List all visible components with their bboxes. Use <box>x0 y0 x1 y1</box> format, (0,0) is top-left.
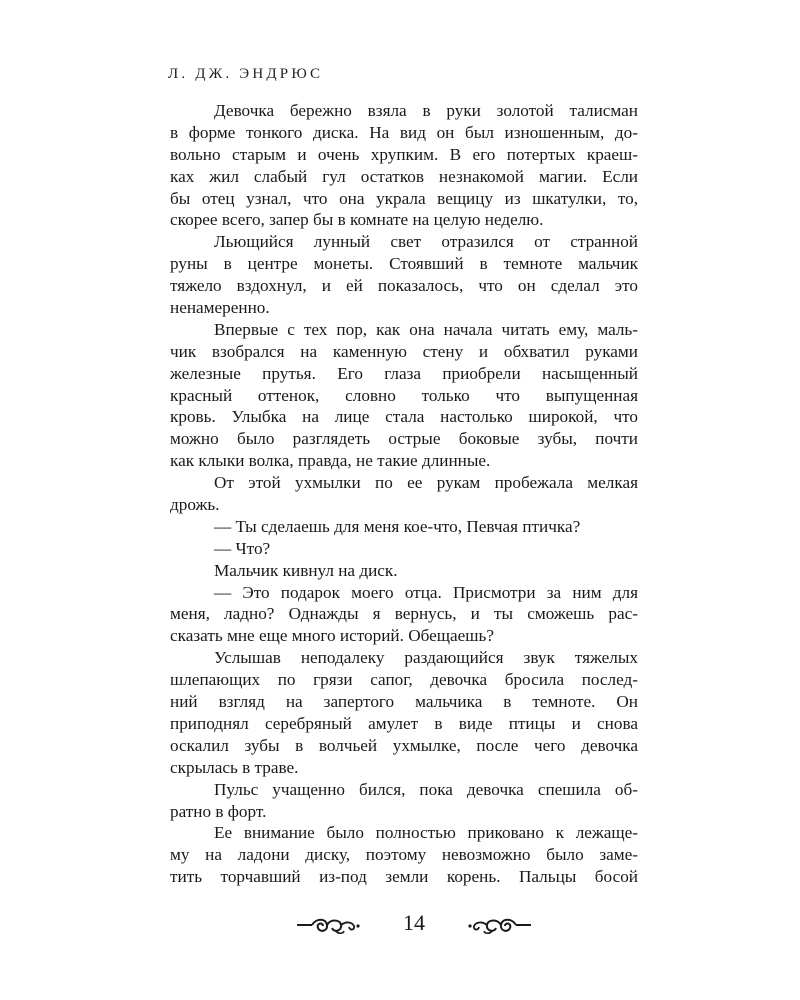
running-head: Л. ДЖ. ЭНДРЮС <box>168 66 324 82</box>
text-line: Впервые с тех пор, как она начала читать ему, маль- <box>214 319 638 339</box>
text-line: железные прутья. Его глаза приобрели насыщенный <box>170 363 638 383</box>
text-line: сказать мне еще много историй. Обещаешь? <box>170 626 494 646</box>
text-line: Пульс учащенно бился, пока девочка спешила об- <box>214 779 638 799</box>
text-line: как клыки волка, правда, не такие длинные. <box>170 451 491 471</box>
fleuron-left-icon <box>296 914 362 936</box>
text-line: оскалил зубы в волчьей ухмылке, после чего девочка <box>170 735 638 755</box>
text-line: ратно в форт. <box>170 801 267 821</box>
text-line: приподнял серебряный амулет в виде птицы и снова <box>170 713 638 733</box>
text-line: Услышав неподалеку раздающийся звук тяжелых <box>214 648 638 668</box>
text-line: кровь. Улыбка на лице стала настолько широкой, что <box>170 407 638 427</box>
text-line: Девочка бережно взяла в руки золотой талисман <box>214 101 638 120</box>
text-line: му на ладони диску, поэтому невозможно было заме- <box>170 845 638 865</box>
dialogue-line: — Это подарок моего отца. Присмотри за ним для <box>214 582 638 602</box>
text-line: в форме тонкого диска. На вид он был изношенным, до- <box>170 122 638 142</box>
text-line: ний взгляд на запертого мальчика в темноте. Он <box>170 692 638 712</box>
text-line: Льющийся лунный свет отразился от странной <box>214 232 638 252</box>
text-line: меня, ладно? Однажды я вернусь, и ты сможешь рас- <box>170 604 638 624</box>
page-number: 14 <box>403 910 425 935</box>
text-line: руны в центре монеты. Стоявший в темноте мальчик <box>170 254 638 274</box>
text-line: скорее всего, запер бы в комнате на целую неделю. <box>170 210 544 230</box>
text-line: Мальчик кивнул на диск. <box>214 560 398 580</box>
text-line: красный оттенок, словно только что выпущенная <box>170 385 638 405</box>
fleuron-right-icon <box>466 914 532 936</box>
text-line: От этой ухмылки по ее рукам пробежала мелкая <box>214 473 638 493</box>
text-line: скрылась в траве. <box>170 757 299 777</box>
page-footer <box>296 904 532 948</box>
text-line: тяжело вздохнул, и ей показалось, что он сделал это <box>170 276 638 296</box>
text-line: Ее внимание было полностью приковано к лежаще- <box>214 823 638 843</box>
text-line: чик взобрался на каменную стену и обхватил руками <box>170 341 638 361</box>
text-line: тить торчавший из-под земли корень. Пальцы босой <box>170 867 638 887</box>
text-line: ках жил слабый гул остатков незнакомой магии. Если <box>170 166 638 186</box>
text-line: бы отец узнал, что она украла вещицу из шкатулки, то, <box>170 188 638 208</box>
body-text <box>170 100 638 888</box>
dialogue-line: — Что? <box>214 538 271 558</box>
text-line: можно было разглядеть острые боковые зубы, почти <box>170 429 638 449</box>
text-line: дрожь. <box>170 495 220 515</box>
text-line: вольно старым и очень хрупким. В его потертых краеш- <box>170 144 638 164</box>
dialogue-line: — Ты сделаешь для меня кое-что, Певчая птичка? <box>214 516 581 536</box>
text-line: ненамеренно. <box>170 298 270 318</box>
text-line: шлепающих по грязи сапог, девочка бросила послед- <box>170 670 638 690</box>
